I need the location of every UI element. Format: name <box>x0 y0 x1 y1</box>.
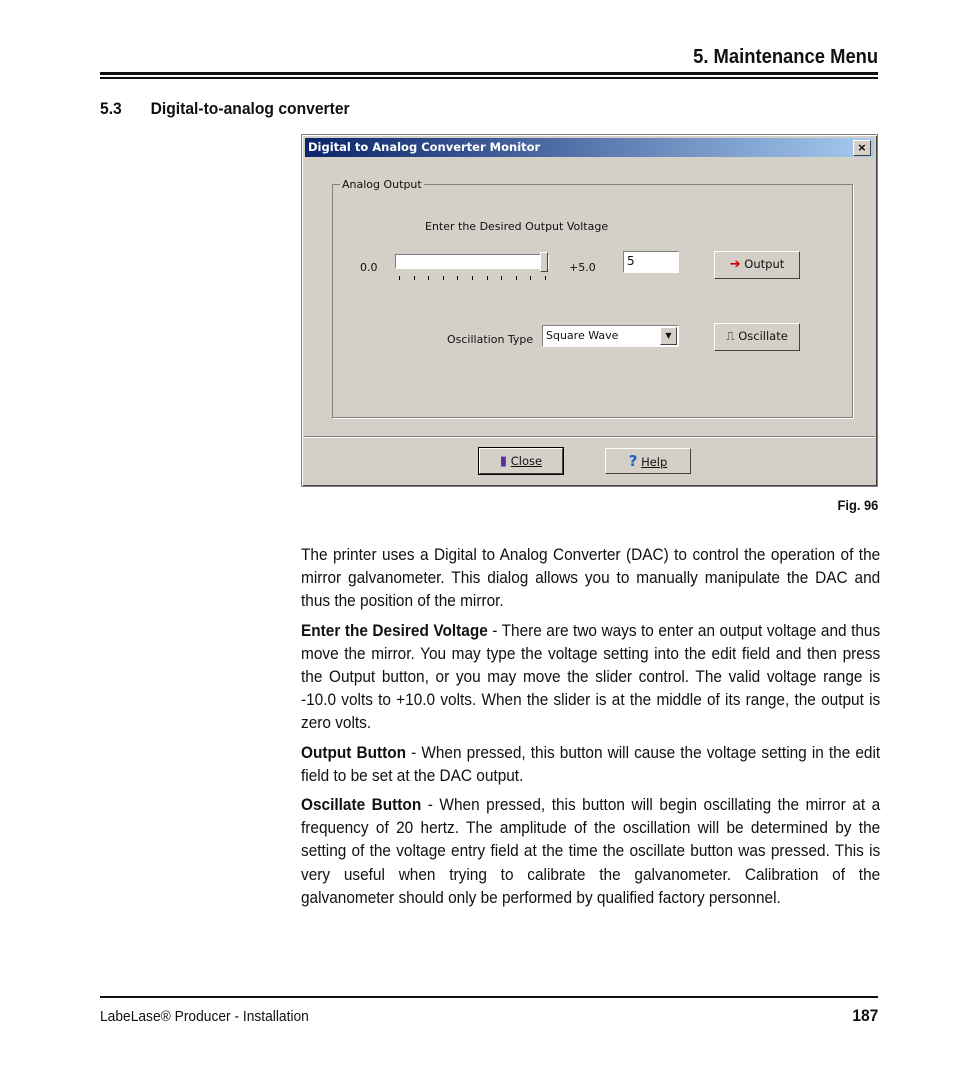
paragraph-text: - When pressed, this button will begin oscillating the mirror at a frequency of 20 hertz. The amplitude of the oscillation will be determined by the setting of the voltage entry field at the time the oscillate button was pressed. This is very useful when trying to calibrate the galvanometer. Calibration of the galvanometer should only be performed by qualified factory personnel. <box>301 795 881 907</box>
square-wave-icon: ⎍ <box>726 329 735 343</box>
paragraph <box>301 793 880 909</box>
help-button[interactable] <box>605 448 691 474</box>
paragraph-term: Oscillate Button <box>301 795 422 815</box>
header-rule-secondary <box>100 77 878 79</box>
door-icon: ▮ <box>499 454 508 469</box>
slider-tick <box>443 276 444 280</box>
output-button[interactable] <box>714 251 800 279</box>
slider-tick <box>545 276 546 280</box>
slider-tick <box>457 276 458 280</box>
dialog-close-x-button[interactable]: × <box>853 140 871 156</box>
voltage-slider-thumb[interactable] <box>540 252 548 272</box>
oscillation-type-select[interactable] <box>542 325 679 347</box>
oscillate-button-label: Oscillate <box>738 329 788 343</box>
slider-tick <box>530 276 531 280</box>
group-label: Analog Output <box>342 178 422 191</box>
dialog-titlebar <box>305 138 874 157</box>
slider-tick <box>472 276 473 280</box>
paragraph <box>301 619 880 735</box>
slider-tick <box>501 276 502 280</box>
slider-tick <box>399 276 400 280</box>
voltage-prompt: Enter the Desired Output Voltage <box>425 220 609 233</box>
close-button[interactable] <box>479 448 563 474</box>
paragraph-term: Enter the Desired Voltage <box>301 620 488 640</box>
voltage-slider-track[interactable] <box>395 254 549 269</box>
section-number: 5.3 <box>100 99 122 118</box>
oscillation-selected-value: Square Wave <box>546 329 619 342</box>
oscillation-type-label: Oscillation Type <box>447 333 534 346</box>
slider-tick <box>487 276 488 280</box>
dac-monitor-dialog <box>301 134 878 487</box>
oscillate-button[interactable] <box>714 323 800 351</box>
output-arrow-icon: ➔ <box>729 257 741 272</box>
section-heading <box>100 99 350 119</box>
paragraph-term: Output Button <box>301 742 407 762</box>
close-button-label: Close <box>510 454 543 468</box>
slider-min-label: 0.0 <box>360 261 378 274</box>
paragraph-text: The printer uses a Digital to Analog Converter (DAC) to control the operation of the mirror galvanometer. This dialog allows you to manually manipulate the DAC and thus the position of the mirror. <box>301 545 881 611</box>
footer-product: LabeLase® Producer - Installation <box>100 1008 309 1025</box>
chapter-title: 5. Maintenance Menu <box>692 46 878 68</box>
paragraph-text: - When pressed, this button will cause the voltage setting in the edit field to be set at the DAC output. <box>301 742 881 785</box>
header-rule <box>100 72 878 75</box>
paragraph <box>301 741 880 787</box>
dialog-separator <box>304 436 875 438</box>
page-number: 187 <box>851 1006 878 1025</box>
slider-tick <box>414 276 415 280</box>
help-button-label: Help <box>641 455 668 469</box>
slider-ticks <box>399 276 547 282</box>
figure-caption: Fig. 96 <box>837 497 878 513</box>
slider-tick <box>516 276 517 280</box>
paragraph <box>301 543 880 613</box>
help-question-icon: ? <box>628 452 638 470</box>
section-title: Digital-to-analog converter <box>150 99 350 118</box>
voltage-edit-field[interactable]: 5 <box>623 251 679 273</box>
slider-max-label: +5.0 <box>569 261 596 274</box>
chevron-down-icon[interactable]: ▼ <box>660 327 677 345</box>
paragraph-text: - There are two ways to enter an output voltage and thus move the mirror. You may type the voltage setting into the edit field and then press the Output button, or you may move the slider control. The valid voltage range is -10.0 volts to +10.0 volts. When the slider is at the middle of its range, the output is zero volts. <box>301 620 881 733</box>
footer-rule <box>100 996 878 998</box>
output-button-label: Output <box>744 257 785 271</box>
dialog-title: Digital to Analog Converter Monitor <box>308 140 541 154</box>
body-text <box>301 543 880 915</box>
slider-tick <box>428 276 429 280</box>
